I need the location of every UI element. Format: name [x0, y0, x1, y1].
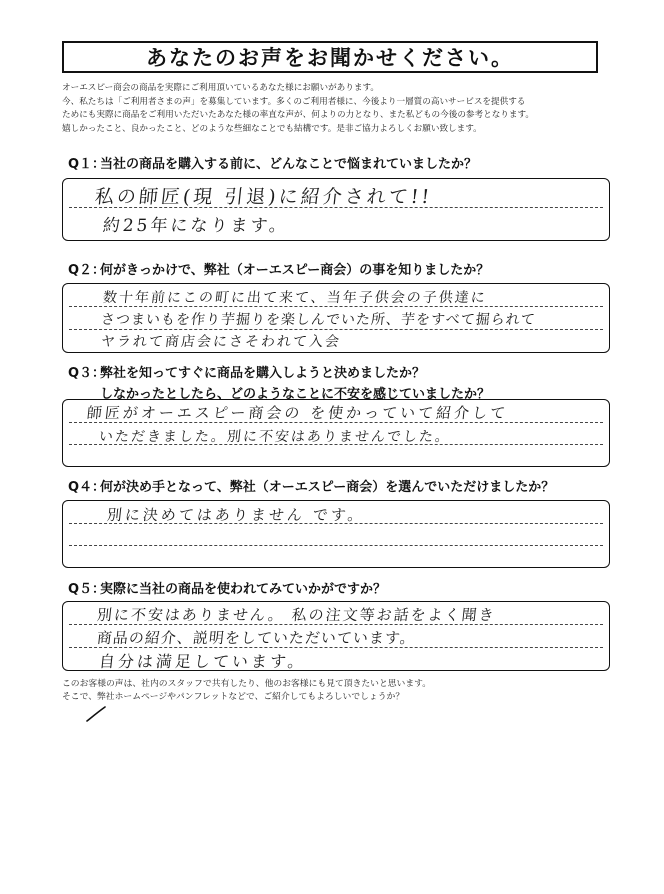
- handwritten-answer: ヤラれて商店会にさそわれて入会: [100, 334, 342, 350]
- handwritten-answer: 商品の紹介、説明をしていただいています。: [96, 629, 417, 647]
- question-text: 弊社を知ってすぐに商品を購入しようと決めましたか？: [100, 366, 426, 381]
- question-2: [68, 259, 489, 278]
- question-number: Q４：: [68, 480, 106, 495]
- question-subtext: しなかったとしたら、どのようなことに不安を感じていましたか？: [100, 387, 491, 402]
- question-5: [68, 578, 386, 597]
- handwritten-answer: 約25年になります。: [101, 216, 291, 236]
- question-text: 実際に当社の商品を使われてみていかがですか？: [100, 582, 387, 597]
- answer-box-5[interactable]: [62, 601, 610, 671]
- answer-rule: [69, 545, 603, 546]
- handwritten-answer: 別に決めてはありません です。: [106, 506, 367, 524]
- handwritten-answer: 数十年前にこの町に出て来て、当年子供会の子供達に: [102, 290, 488, 306]
- consent-line: このお客様の声は、社内のスタッフで共有したり、他のお客様にも見て頂きたいと思います。: [62, 679, 432, 689]
- consent-text: [62, 678, 431, 704]
- handwritten-answer: 別に不安はありません。 私の注文等お話をよく聞き: [96, 606, 497, 624]
- question-number: Q５：: [68, 582, 106, 597]
- handwritten-answer: 私の師匠(現 引退)に紹介されて!!: [93, 186, 434, 208]
- question-1: [68, 153, 477, 172]
- intro-line: 今、私たちは「ご利用者さまの声」を募集しています。多くのご利用者様に、今後より一層質の高いサービスを提供する: [62, 96, 526, 107]
- question-text: 何がきっかけで、弊社（オーエスピー商会）の事を知りましたか？: [100, 263, 490, 278]
- page-title: あなたのお声をお聞かせください。: [62, 41, 598, 73]
- question-number: Q３：: [68, 366, 106, 381]
- question-3: [68, 362, 490, 402]
- check-mark-icon: [86, 705, 108, 723]
- handwritten-answer: いただきました。別に不安はありませんでした。: [98, 429, 452, 445]
- consent-line: そこで、弊社ホームページやパンフレットなどで、ご紹介してもよろしいでしょうか？: [62, 692, 405, 702]
- handwritten-answer: 師匠がオーエスピー商会の を使かっていて紹介して: [86, 404, 510, 422]
- question-number: Q２：: [68, 263, 106, 278]
- intro-line: 嬉しかったこと、良かったこと、どのような些細なことでも結構です。是非ご協力よろしくお願い致します。: [62, 123, 482, 134]
- question-text: 何が決め手となって、弊社（オーエスピー商会）を選んでいただけましたか？: [100, 480, 555, 495]
- question-number: Q１：: [68, 157, 106, 172]
- handwritten-answer: 自分は満足しています。: [97, 652, 308, 671]
- answer-rule: [69, 329, 603, 330]
- handwritten-answer: さつまいもを作り芋掘りを楽しんでいた所、芋をすべて掘られて: [100, 312, 537, 328]
- intro-line: オーエスピー商会の商品を実際にご利用頂いているあなた様にお願いがあります。: [62, 83, 379, 93]
- intro-line: ためにも実際に商品をご利用いただいたあなた様の率直な声が、何よりの力となり、また私どもの今後の参考となります。: [62, 110, 534, 120]
- intro-text: [62, 82, 622, 136]
- question-4: [68, 476, 554, 495]
- question-text: 当社の商品を購入する前に、どんなことで悩まれていましたか？: [100, 157, 478, 172]
- answer-box-4[interactable]: [62, 500, 610, 568]
- answer-box-2[interactable]: [62, 283, 610, 353]
- answer-box-1[interactable]: [62, 178, 610, 241]
- answer-box-3[interactable]: [62, 399, 610, 467]
